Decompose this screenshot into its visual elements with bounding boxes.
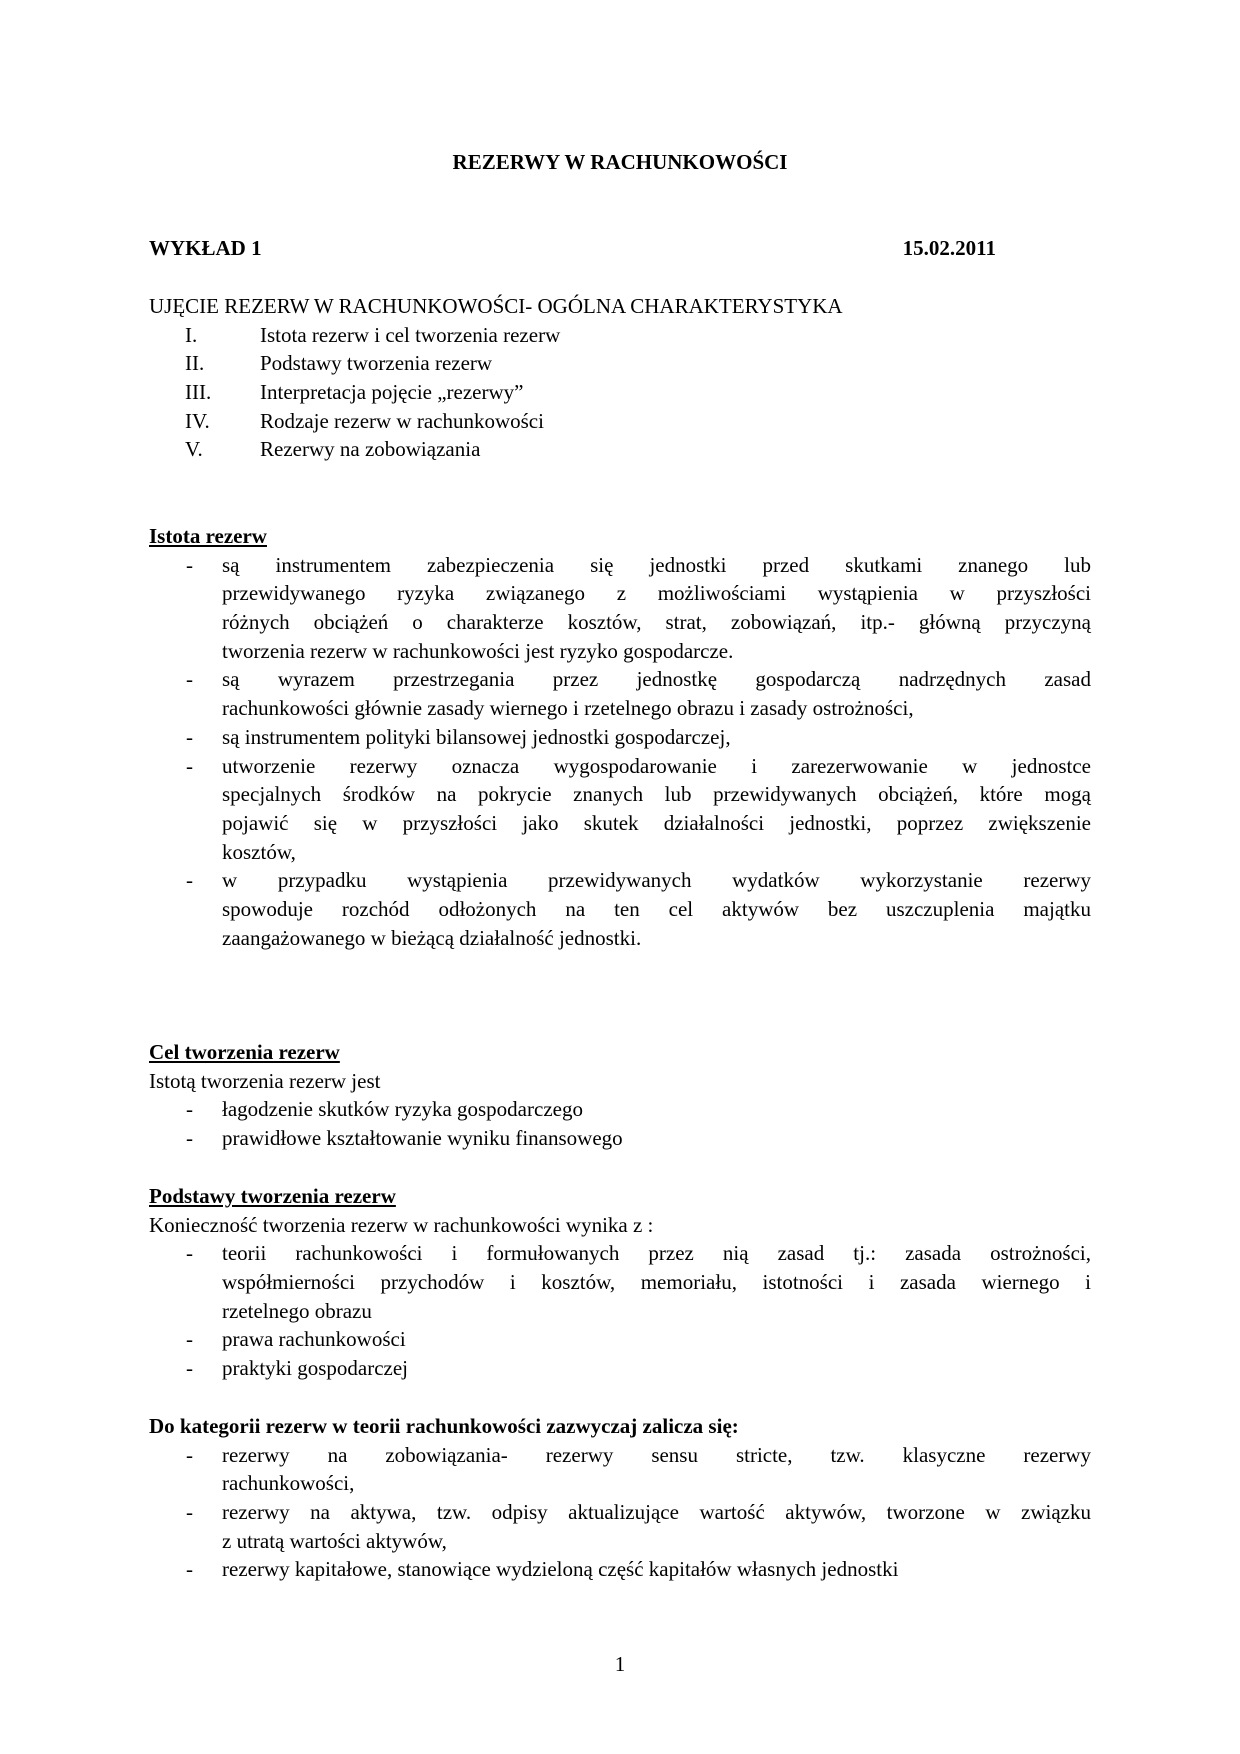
bullet-dash: - bbox=[186, 1442, 193, 1467]
outline-heading: UJĘCIE REZERW W RACHUNKOWOŚCI- OGÓLNA CHARAKTERYSTYKA bbox=[149, 294, 843, 318]
bullet-dash: - bbox=[186, 1500, 193, 1525]
bullet-line: specjalnych środków na pokrycie znanych lub przewidywanych obciążeń, które mogą bbox=[222, 782, 1091, 807]
section-cel-tworzenia-rezerw bbox=[149, 1038, 1091, 1153]
section-intro: Istotą tworzenia rezerw jest bbox=[149, 1068, 381, 1093]
bullet-item bbox=[149, 551, 1091, 666]
bullet-line: współmierności przychodów i kosztów, memoriału, istotności i zasada wiernego i bbox=[222, 1270, 1091, 1295]
bullet-dash: - bbox=[186, 667, 193, 692]
section-istota-rezerw bbox=[149, 522, 1091, 952]
outline-list bbox=[149, 321, 1091, 464]
bullet-line: w przypadku wystąpienia przewidywanych wydatków wykorzystanie rezerwy bbox=[222, 868, 1091, 893]
bullet-line: przewidywanego ryzyka związanego z możliwościami wystąpienia w przyszłości bbox=[222, 581, 1091, 606]
bullet-line: są instrumentem polityki bilansowej jednostki gospodarczej, bbox=[222, 724, 731, 749]
bullet-item bbox=[149, 665, 1091, 722]
bullet-line: teorii rachunkowości i formułowanych przez nią zasad tj.: zasada ostrożności, bbox=[222, 1241, 1091, 1266]
bullet-item bbox=[149, 1441, 1091, 1498]
bullet-line: są wyrazem przestrzegania przez jednostkę gospodarczą nadrzędnych zasad bbox=[222, 667, 1091, 692]
lecture-label: WYKŁAD 1 bbox=[149, 236, 262, 260]
bullet-dash: - bbox=[186, 1241, 193, 1266]
section-podstawy-tworzenia-rezerw bbox=[149, 1182, 1091, 1383]
bullet-line: są instrumentem zabezpieczenia się jednostki przed skutkami znanego lub bbox=[222, 552, 1091, 577]
bullet-line: prawa rachunkowości bbox=[222, 1327, 406, 1352]
bullet-line: łagodzenie skutków ryzyka gospodarczego bbox=[222, 1097, 583, 1122]
bullet-line: kosztów, bbox=[222, 839, 296, 864]
bullet-item bbox=[149, 723, 1091, 752]
bullet-item bbox=[149, 1555, 1091, 1584]
bullet-dash: - bbox=[186, 868, 193, 893]
document-title: REZERWY W RACHUNKOWOŚCI bbox=[452, 150, 788, 174]
section-heading: Do kategorii rezerw w teorii rachunkowości zazwyczaj zalicza się: bbox=[149, 1414, 739, 1438]
bullet-line: prawidłowe kształtowanie wyniku finansowego bbox=[222, 1126, 623, 1151]
outline-item-text: Rodzaje rezerw w rachunkowości bbox=[260, 408, 544, 433]
bullet-dash: - bbox=[186, 1097, 193, 1122]
section-heading: Podstawy tworzenia rezerw bbox=[149, 1184, 396, 1208]
outline-item-number: II. bbox=[185, 351, 205, 376]
bullet-line: pojawić się w przyszłości jako skutek działalności jednostki, poprzez zwiększenie bbox=[222, 810, 1091, 835]
bullet-line: rezerwy kapitałowe, stanowiące wydzieloną część kapitałów własnych jednostki bbox=[222, 1557, 899, 1582]
bullet-line: rachunkowości głównie zasady wiernego i rzetelnego obrazu i zasady ostrożności, bbox=[222, 696, 914, 721]
bullet-dash: - bbox=[186, 1126, 193, 1151]
section-heading: Istota rezerw bbox=[149, 524, 267, 548]
outline-item bbox=[149, 321, 1091, 350]
outline-item-number: III. bbox=[185, 380, 212, 405]
section-heading: Cel tworzenia rezerw bbox=[149, 1040, 340, 1064]
bullet-line: spowoduje rozchód odłożonych na ten cel aktywów bez uszczuplenia majątku bbox=[222, 896, 1091, 921]
outline-item bbox=[149, 378, 1091, 407]
bullet-dash: - bbox=[186, 724, 193, 749]
outline-item-text: Rezerwy na zobowiązania bbox=[260, 437, 481, 462]
bullet-dash: - bbox=[186, 1327, 193, 1352]
bullet-line: utworzenie rezerwy oznacza wygospodarowanie i zarezerwowanie w jednostce bbox=[222, 753, 1091, 778]
bullet-line: zaangażowanego w bieżącą działalność jednostki. bbox=[222, 925, 642, 950]
outline-item bbox=[149, 435, 1091, 464]
bullet-item bbox=[149, 1124, 1091, 1153]
bullet-dash: - bbox=[186, 1356, 193, 1381]
outline bbox=[149, 292, 1091, 464]
bullet-line: rzetelnego obrazu bbox=[222, 1298, 372, 1323]
outline-item-number: V. bbox=[185, 437, 203, 462]
section-kategorie-rezerw bbox=[149, 1412, 1091, 1584]
bullet-item bbox=[149, 866, 1091, 952]
bullet-item bbox=[149, 1498, 1091, 1555]
bullet-line: praktyki gospodarczej bbox=[222, 1356, 409, 1381]
bullet-line: różnych obciążeń o charakterze kosztów, strat, zobowiązań, itp.- główną przyczyną bbox=[222, 610, 1091, 635]
outline-item-text: Interpretacja pojęcie „rezerwy” bbox=[260, 380, 524, 405]
outline-item-text: Podstawy tworzenia rezerw bbox=[260, 351, 493, 376]
outline-item-number: I. bbox=[185, 322, 198, 347]
bullet-item bbox=[149, 1239, 1091, 1325]
bullet-dash: - bbox=[186, 552, 193, 577]
section-intro: Konieczność tworzenia rezerw w rachunkowości wynika z : bbox=[149, 1212, 654, 1237]
bullet-line: tworzenia rezerw w rachunkowości jest ryzyko gospodarcze. bbox=[222, 638, 734, 663]
bullet-line: rezerwy na aktywa, tzw. odpisy aktualizujące wartość aktywów, tworzone w związku bbox=[222, 1500, 1091, 1525]
bullet-line: rachunkowości, bbox=[222, 1471, 355, 1496]
outline-item-number: IV. bbox=[185, 408, 210, 433]
outline-item bbox=[149, 349, 1091, 378]
outline-item bbox=[149, 407, 1091, 436]
bullet-line: rezerwy na zobowiązania- rezerwy sensu stricte, tzw. klasyczne rezerwy bbox=[222, 1442, 1091, 1467]
bullet-dash: - bbox=[186, 1557, 193, 1582]
lecture-date: 15.02.2011 bbox=[902, 236, 996, 260]
bullet-line: z utratą wartości aktywów, bbox=[222, 1528, 447, 1553]
bullet-item bbox=[149, 752, 1091, 867]
bullet-item bbox=[149, 1095, 1091, 1124]
outline-item-text: Istota rezerw i cel tworzenia rezerw bbox=[260, 322, 561, 347]
bullet-dash: - bbox=[186, 753, 193, 778]
bullet-item bbox=[149, 1325, 1091, 1354]
page-number: 1 bbox=[614, 1652, 626, 1676]
bullet-item bbox=[149, 1354, 1091, 1383]
